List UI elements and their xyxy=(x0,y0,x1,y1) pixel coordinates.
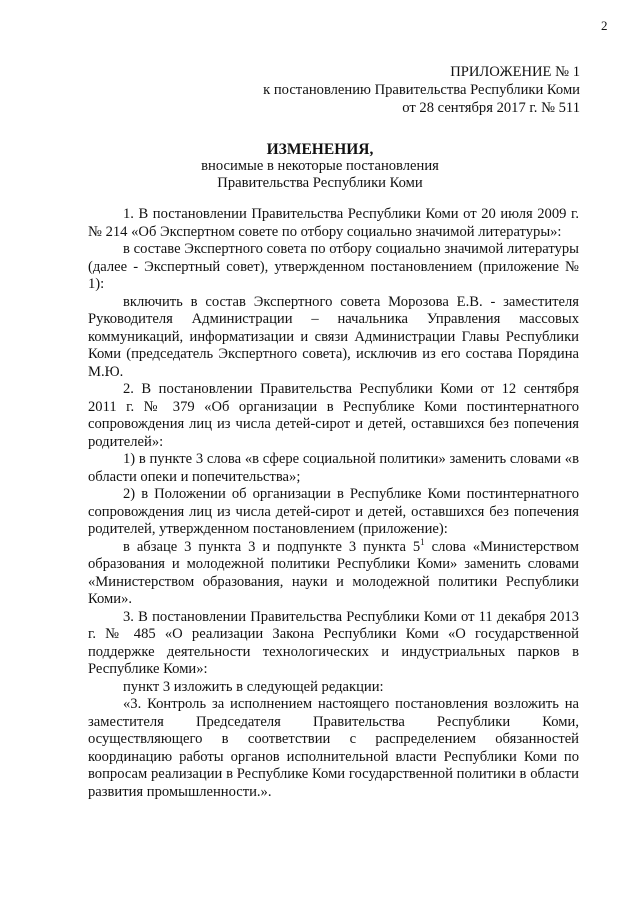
superscript: 1 xyxy=(420,536,425,547)
paragraph: 2. В постановлении Правительства Республики Коми от 12 сентября 2011 г. № 379 «Об организации в Республике Коми постинтернатного сопровождения лиц из числа детей-сирот и детей, оставшихся без попечения родителей»: xyxy=(88,381,579,450)
paragraph xyxy=(88,536,579,609)
paragraph: в составе Экспертного совета по отбору социально значимой литературы (далее - Экспертный совет), утвержденном постановлением (приложение № 1): xyxy=(88,241,579,292)
page-number: 2 xyxy=(601,18,608,33)
paragraph: «3. Контроль за исполнением настоящего постановления возложить на заместителя Председателя Правительства Республики Коми, осуществляющего в соответствии с распределением обязанностей координацию работы органов исполнительной власти Республики Коми по вопросам реализации в Республике Коми государственной политики в области развития промышленности.». xyxy=(88,696,579,800)
appendix-reference: к постановлению Правительства Республики Коми xyxy=(263,82,580,98)
appendix-header xyxy=(263,63,580,117)
paragraph-text: в абзаце 3 пункта 3 и подпункте 3 пункта 5 xyxy=(123,538,421,555)
document-heading xyxy=(0,141,640,192)
paragraph: 1) в пункте 3 слова «в сфере социальной политики» заменить словами «в области опеки и попечительства»; xyxy=(88,451,579,485)
paragraph: пункт 3 изложить в следующей редакции: xyxy=(123,678,384,695)
paragraph: включить в состав Экспертного совета Морозова Е.В. - заместителя Руководителя Администрации – начальника Управления массовых коммуникаций, информатизации и связи Администрации Главы Республики Коми (председатель Экспертного совета), исключив из его состава Порядина М.Ю. xyxy=(88,293,579,380)
appendix-date: от 28 сентября 2017 г. № 511 xyxy=(402,100,580,116)
document-subtitle-line2: Правительства Республики Коми xyxy=(217,175,423,191)
document-title: ИЗМЕНЕНИЯ, xyxy=(266,141,374,158)
document-subtitle-line1: вносимые в некоторые постановления xyxy=(201,158,439,174)
paragraph-text: слова «Министерством образования и молодежной политики Республики Коми» заменить словами «Министерством образования, науки и молодежной политики Республики Коми». xyxy=(88,538,579,607)
paragraph: 1. В постановлении Правительства Республики Коми от 20 июля 2009 г. № 214 «Об Экспертном совете по отбору социально значимой литературы»: xyxy=(88,206,579,240)
paragraph: 2) в Положении об организации в Республике Коми постинтернатного сопровождения лиц из числа детей-сирот и детей, оставшихся без попечения родителей, утвержденном постановлением (приложение): xyxy=(88,486,579,537)
document-body xyxy=(88,206,579,801)
appendix-title: ПРИЛОЖЕНИЕ № 1 xyxy=(450,64,580,80)
paragraph: 3. В постановлении Правительства Республики Коми от 11 декабря 2013 г. № 485 «О реализации Закона Республики Коми «О государственной поддержке деятельности технологических и индустриальных парков в Республике Коми»: xyxy=(88,608,579,677)
